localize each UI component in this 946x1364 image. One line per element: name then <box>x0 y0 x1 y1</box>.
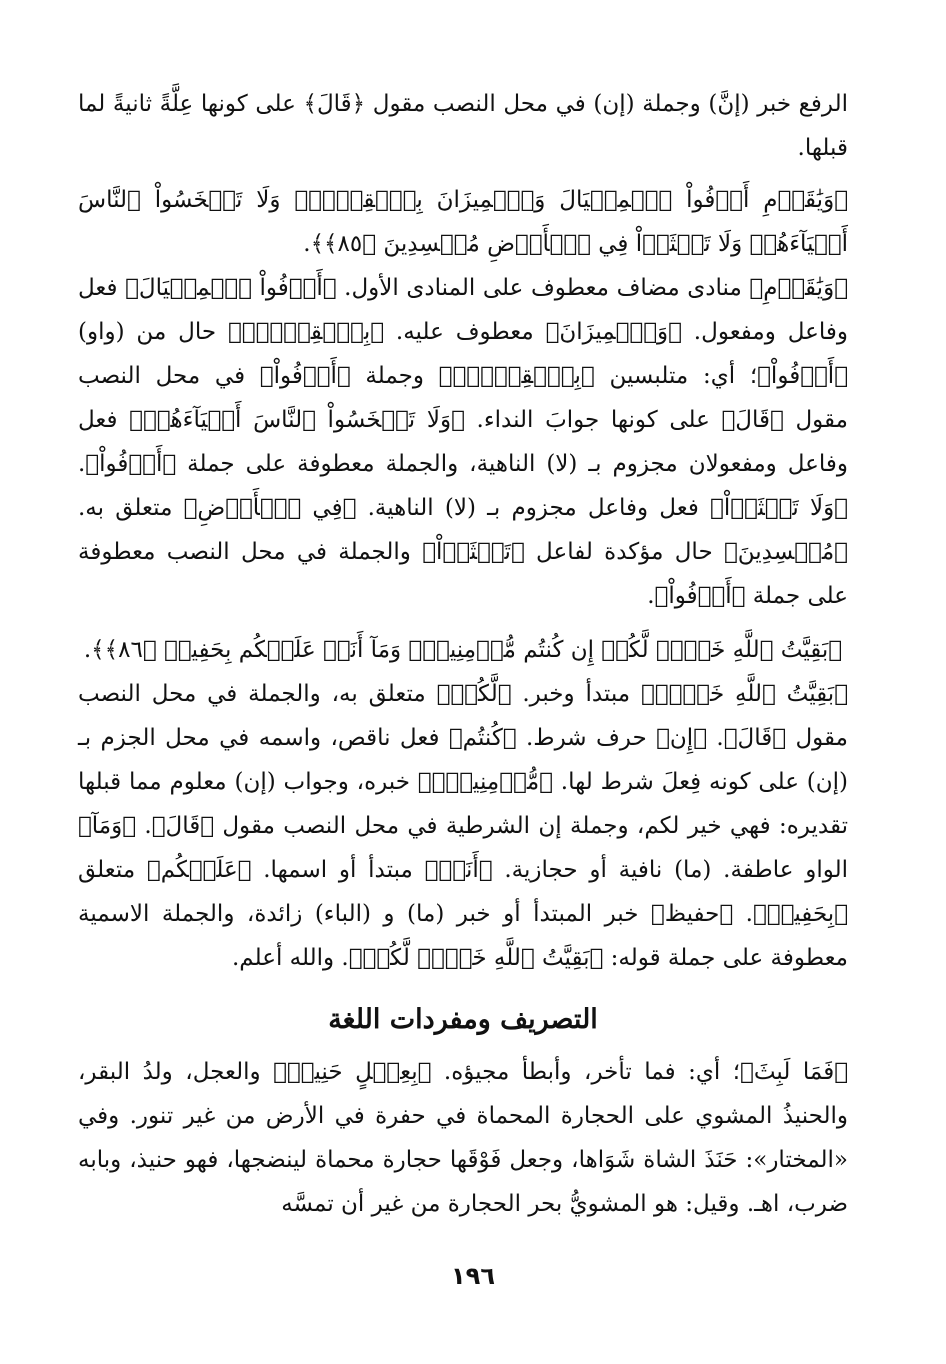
paragraph-intro: الرفع خبر (إنَّ) وجملة (إن) في محل النصب مقول ﴿قَالَ﴾ على كونها عِلَّةً ثانيةً لما قبلها. <box>78 91 848 161</box>
paragraph-verse-86-analysis: ﴿بَقِيَّتُ ٱللَّهِ خَيۡرٞ﴾ مبتدأ وخبر. ﴿لَّكُمۡ﴾ متعلق به، والجملة في محل النصب مقول ﴿قَالَ﴾. ﴿إِن﴾ حرف شرط. ﴿كُنتُم﴾ فعل ناقص، واسمه في محل الجزم بـ (إن) على كونه فِعلَ شرط لها. ﴿مُّؤۡمِنِينَۚ﴾ خبره، وجواب (إن) معلوم مما قبلها تقديره: فهي خير لكم، وجملة إن الشرطية في محل النصب مقول ﴿قَالَ﴾. ﴿وَمَآ﴾ الواو عاطفة. (ما) نافية أو حجازية. ﴿أَنَا۠﴾ مبتدأ أو اسمها. ﴿عَلَيۡكُم﴾ متعلق ﴿بِحَفِيظٖ﴾. ﴿حفيظ﴾ خبر المبتدأ أو خبر (ما) و (الباء) زائدة، والجملة الاسمية معطوفة على جملة قوله: ﴿بَقِيَّتُ ٱللَّهِ خَيۡرٞ لَّكُمۡ﴾. والله أعلم. <box>78 681 848 971</box>
page-number: ١٩٦ <box>451 1262 495 1290</box>
section-heading: التصريف ومفردات اللغة <box>328 1004 598 1035</box>
quran-verse-85: ﴿وَيَٰقَوۡمِ أَوۡفُواْ ٱلۡمِكۡيَالَ وَٱلۡمِيزَانَ بِٱلۡقِسۡطِۖ وَلَا تَبۡخَسُواْ ٱلنَّاسَ أَشۡيَآءَهُمۡ وَلَا تَعۡثَوۡاْ فِي ٱلۡأَرۡضِ مُفۡسِدِينَ ﴿٨٥﴾﴾. <box>78 187 848 257</box>
quran-verse-86: ﴿بَقِيَّتُ ٱللَّهِ خَيۡرٞ لَّكُمۡ إِن كُنتُم مُّؤۡمِنِينَۚ وَمَآ أَنَا۠ عَلَيۡكُم بِحَفِيظٖ ﴿٨٦﴾﴾. <box>83 637 843 663</box>
page-body <box>78 82 848 1226</box>
paragraph-vocabulary: ﴿فَمَا لَبِثَ﴾؛ أي: فما تأخر، وأبطأ مجيؤه. ﴿بِعِجۡلٍ حَنِيذٖ﴾ والعجل، ولدُ البقر، والحنيذُ المشوي على الحجارة المحماة في حفرة في الأرض من غير تنور. وفي «المختار»: حَنَذَ الشاة شَوَاها، وجعل فَوْقَها حجارة محماة لينضجها، فهو حنيذ، وبابه ضرب، اهـ. وقيل: هو المشويُّ بحر الحجارة من غير أن تمسَّه <box>78 1059 848 1217</box>
paragraph-verse-85-analysis: ﴿وَيَٰقَوۡمِ﴾ منادى مضاف معطوف على المنادى الأول. ﴿أَوۡفُواْ ٱلۡمِكۡيَالَ﴾ فعل وفاعل ومفعول. ﴿وَٱلۡمِيزَانَ﴾ معطوف عليه. ﴿بِٱلۡقِسۡطِۖ﴾ حال من (واو) ﴿أَوۡفُواْ﴾؛ أي: متلبسين ﴿بِٱلۡقِسۡطِۖ﴾ وجملة ﴿أَوۡفُواْ﴾ في محل النصب مقول ﴿قَالَ﴾ على كونها جوابَ النداء. ﴿وَلَا تَبۡخَسُواْ ٱلنَّاسَ أَشۡيَآءَهُمۡ﴾ فعل وفاعل ومفعولان مجزوم بـ (لا) الناهية، والجملة معطوفة على جملة ﴿أَوۡفُواْ﴾. ﴿وَلَا تَعۡثَوۡاْ﴾ فعل وفاعل مجزوم بـ (لا) الناهية. ﴿فِي ٱلۡأَرۡضِ﴾ متعلق به. ﴿مُفۡسِدِينَ﴾ حال مؤكدة لفاعل ﴿تَعۡثَوۡاْ﴾ والجملة في محل النصب معطوفة على جملة ﴿أَوۡفُواْ﴾. <box>78 275 848 609</box>
